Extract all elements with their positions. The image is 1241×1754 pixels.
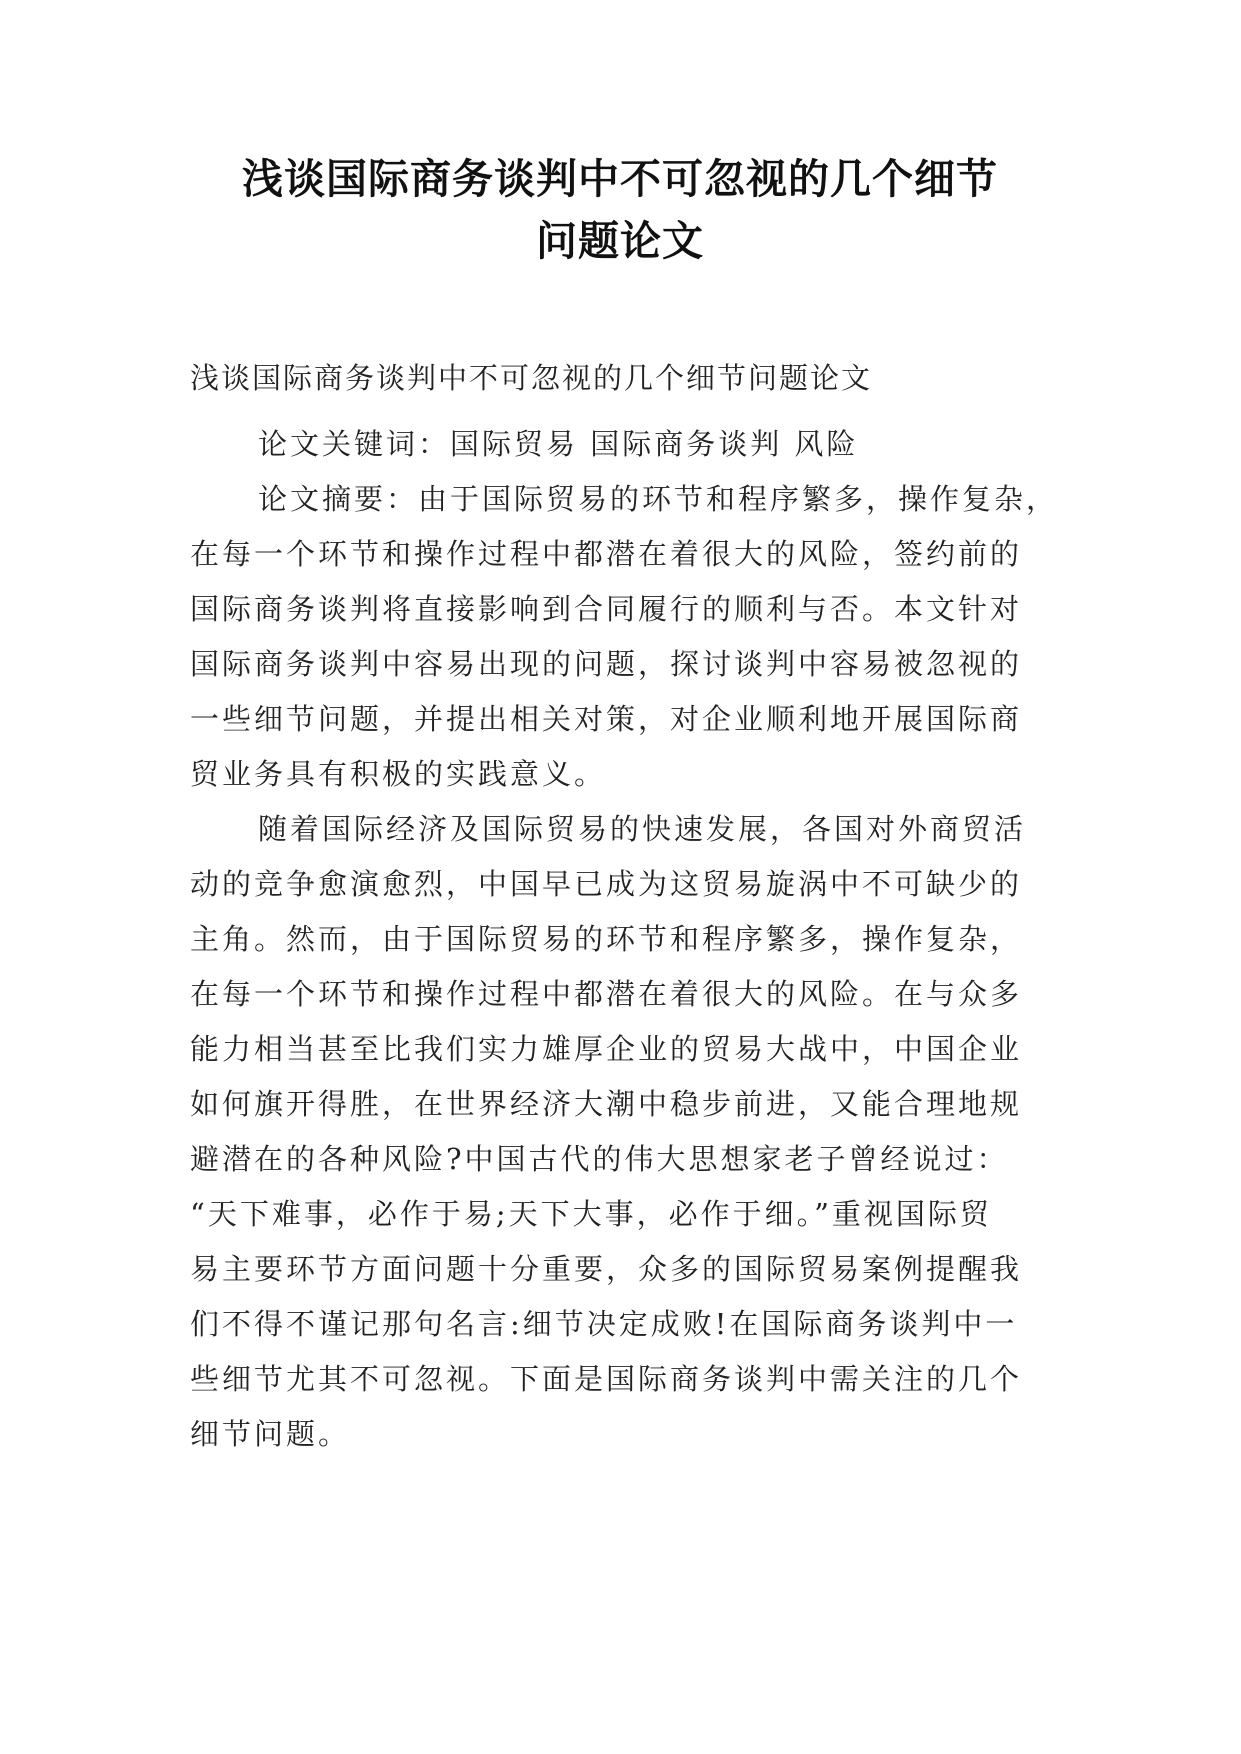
- intro-line: 避潜在的各种风险?中国古代的伟大思想家老子曾经说过：: [190, 1142, 1009, 1176]
- intro-line: 些细节尤其不可忽视。下面是国际商务谈判中需关注的几个: [190, 1362, 1023, 1396]
- title-line: 问题论文: [536, 217, 704, 265]
- document-subtitle: 浅谈国际商务谈判中不可忽视的几个细节问题论文: [190, 361, 873, 395]
- intro-line: 细节问题。: [190, 1417, 351, 1451]
- keywords-line: 论文关键词：国际贸易 国际商务谈判 风险: [258, 427, 859, 461]
- intro-line: 易主要环节方面问题十分重要，众多的国际贸易案例提醒我: [190, 1252, 1023, 1286]
- abstract-line: 国际商务谈判中容易出现的问题，探讨谈判中容易被忽视的: [190, 647, 1023, 681]
- abstract-line: 一些细节问题，并提出相关对策，对企业顺利地开展国际商: [190, 702, 1023, 736]
- abstract-line: 论文摘要：由于国际贸易的环节和程序繁多，操作复杂，: [258, 482, 1059, 516]
- intro-line: “天下难事，必作于易;天下大事，必作于细。”重视国际贸: [190, 1197, 992, 1231]
- abstract-line: 国际商务谈判将直接影响到合同履行的顺利与否。本文针对: [190, 592, 1023, 626]
- title-line: 浅谈国际商务谈判中不可忽视的几个细节: [242, 155, 998, 203]
- intro-line: 在每一个环节和操作过程中都潜在着很大的风险。在与众多: [190, 977, 1023, 1011]
- intro-line: 主角。然而，由于国际贸易的环节和程序繁多，操作复杂，: [190, 922, 1023, 956]
- intro-line: 们不得不谨记那句名言:细节决定成败!在国际商务谈判中一: [190, 1307, 1018, 1341]
- document-title: [150, 148, 1090, 272]
- intro-line: 动的竞争愈演愈烈，中国早已成为这贸易旋涡中不可缺少的: [190, 867, 1023, 901]
- abstract-line: 贸业务具有积极的实践意义。: [190, 757, 607, 791]
- intro-line: 能力相当甚至比我们实力雄厚企业的贸易大战中，中国企业: [190, 1032, 1023, 1066]
- intro-line: 随着国际经济及国际贸易的快速发展，各国对外商贸活: [258, 812, 1027, 846]
- abstract-line: 在每一个环节和操作过程中都潜在着很大的风险，签约前的: [190, 537, 1023, 571]
- intro-line: 如何旗开得胜，在世界经济大潮中稳步前进，又能合理地规: [190, 1087, 1023, 1121]
